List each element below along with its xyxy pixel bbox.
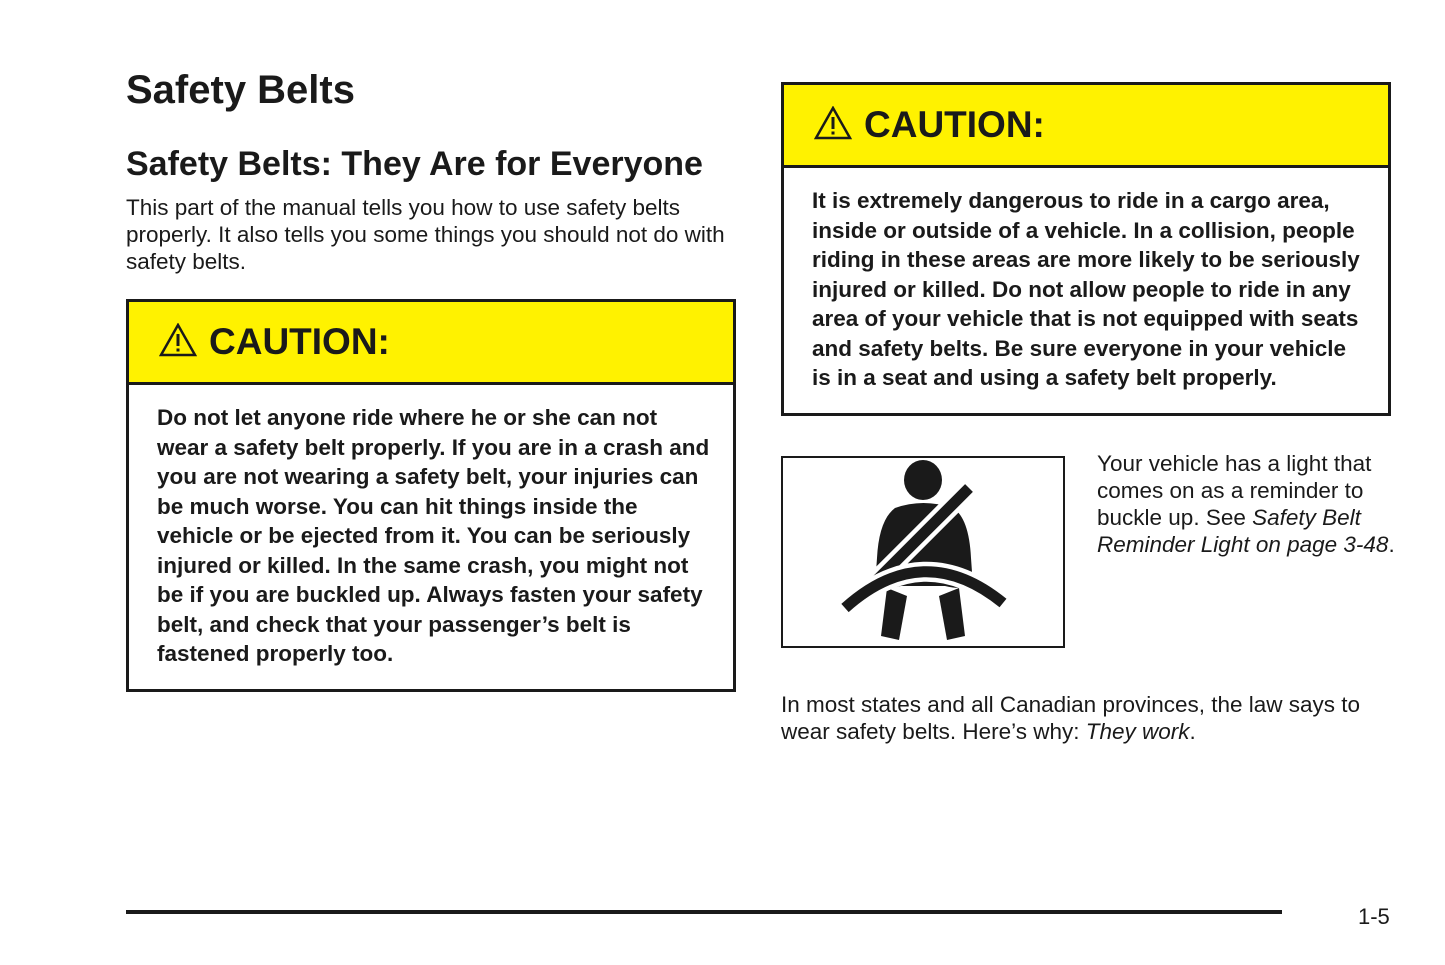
page-number: 1-5 [1358,904,1390,929]
caution-header-left [129,302,733,385]
law-emphasis: They work [1085,718,1190,744]
safety-belt-reminder-icon [781,456,1065,648]
caution-label-right: CAUTION: [864,104,1045,145]
section-title: Safety Belts: They Are for Everyone [126,145,703,183]
left-column [126,66,736,692]
reminder-paragraph [1097,450,1397,558]
reminder-text: Your vehicle has a light that comes on as a reminder to buckle up. See [1097,450,1372,530]
warning-triangle-icon [159,323,197,357]
reminder-text-end: . [1388,531,1395,557]
caution-box-right [781,82,1391,416]
law-text-end: . [1189,718,1196,744]
warning-triangle-icon [814,106,852,140]
law-text: In most states and all Canadian provinces, the law says to wear safety belts. Here’s why: [781,691,1361,744]
page-title: Safety Belts [126,68,355,112]
law-paragraph [781,691,1393,745]
caution-box-left [126,299,736,692]
caution-text-right: It is extremely dangerous to ride in a cargo area, inside or outside of a vehicle. In a collision, people riding in these areas are more likely to be seriously injured or killed. Do not allow people to ride in any area of your vehicle that is not equipped with seats and safety belts. Be sure everyone in your vehicle is in a seat and using a safety belt properly. [812,188,1360,390]
caution-header-right [784,85,1388,168]
footer-rule [126,910,1282,914]
reminder-reference-link[interactable]: Safety Belt Reminder Light on page 3-48 [1097,504,1389,557]
caution-label-left: CAUTION: [209,321,390,362]
right-column [781,82,1395,745]
caution-text-left: Do not let anyone ride where he or she can not wear a safety belt properly. If you are in a crash and you are not wearing a safety belt, your injuries can be much worse. You can hit things inside the vehicle or be ejected from it. You can be seriously injured or killed. In the same crash, you might not be if you are buckled up. Always fasten your safety belt, and check that your passenger’s belt is fastened properly too. [157,405,710,666]
reminder-section [781,450,1395,651]
intro-paragraph: This part of the manual tells you how to use safety belts properly. It also tells you some things you should not do with safety belts. [126,195,725,274]
